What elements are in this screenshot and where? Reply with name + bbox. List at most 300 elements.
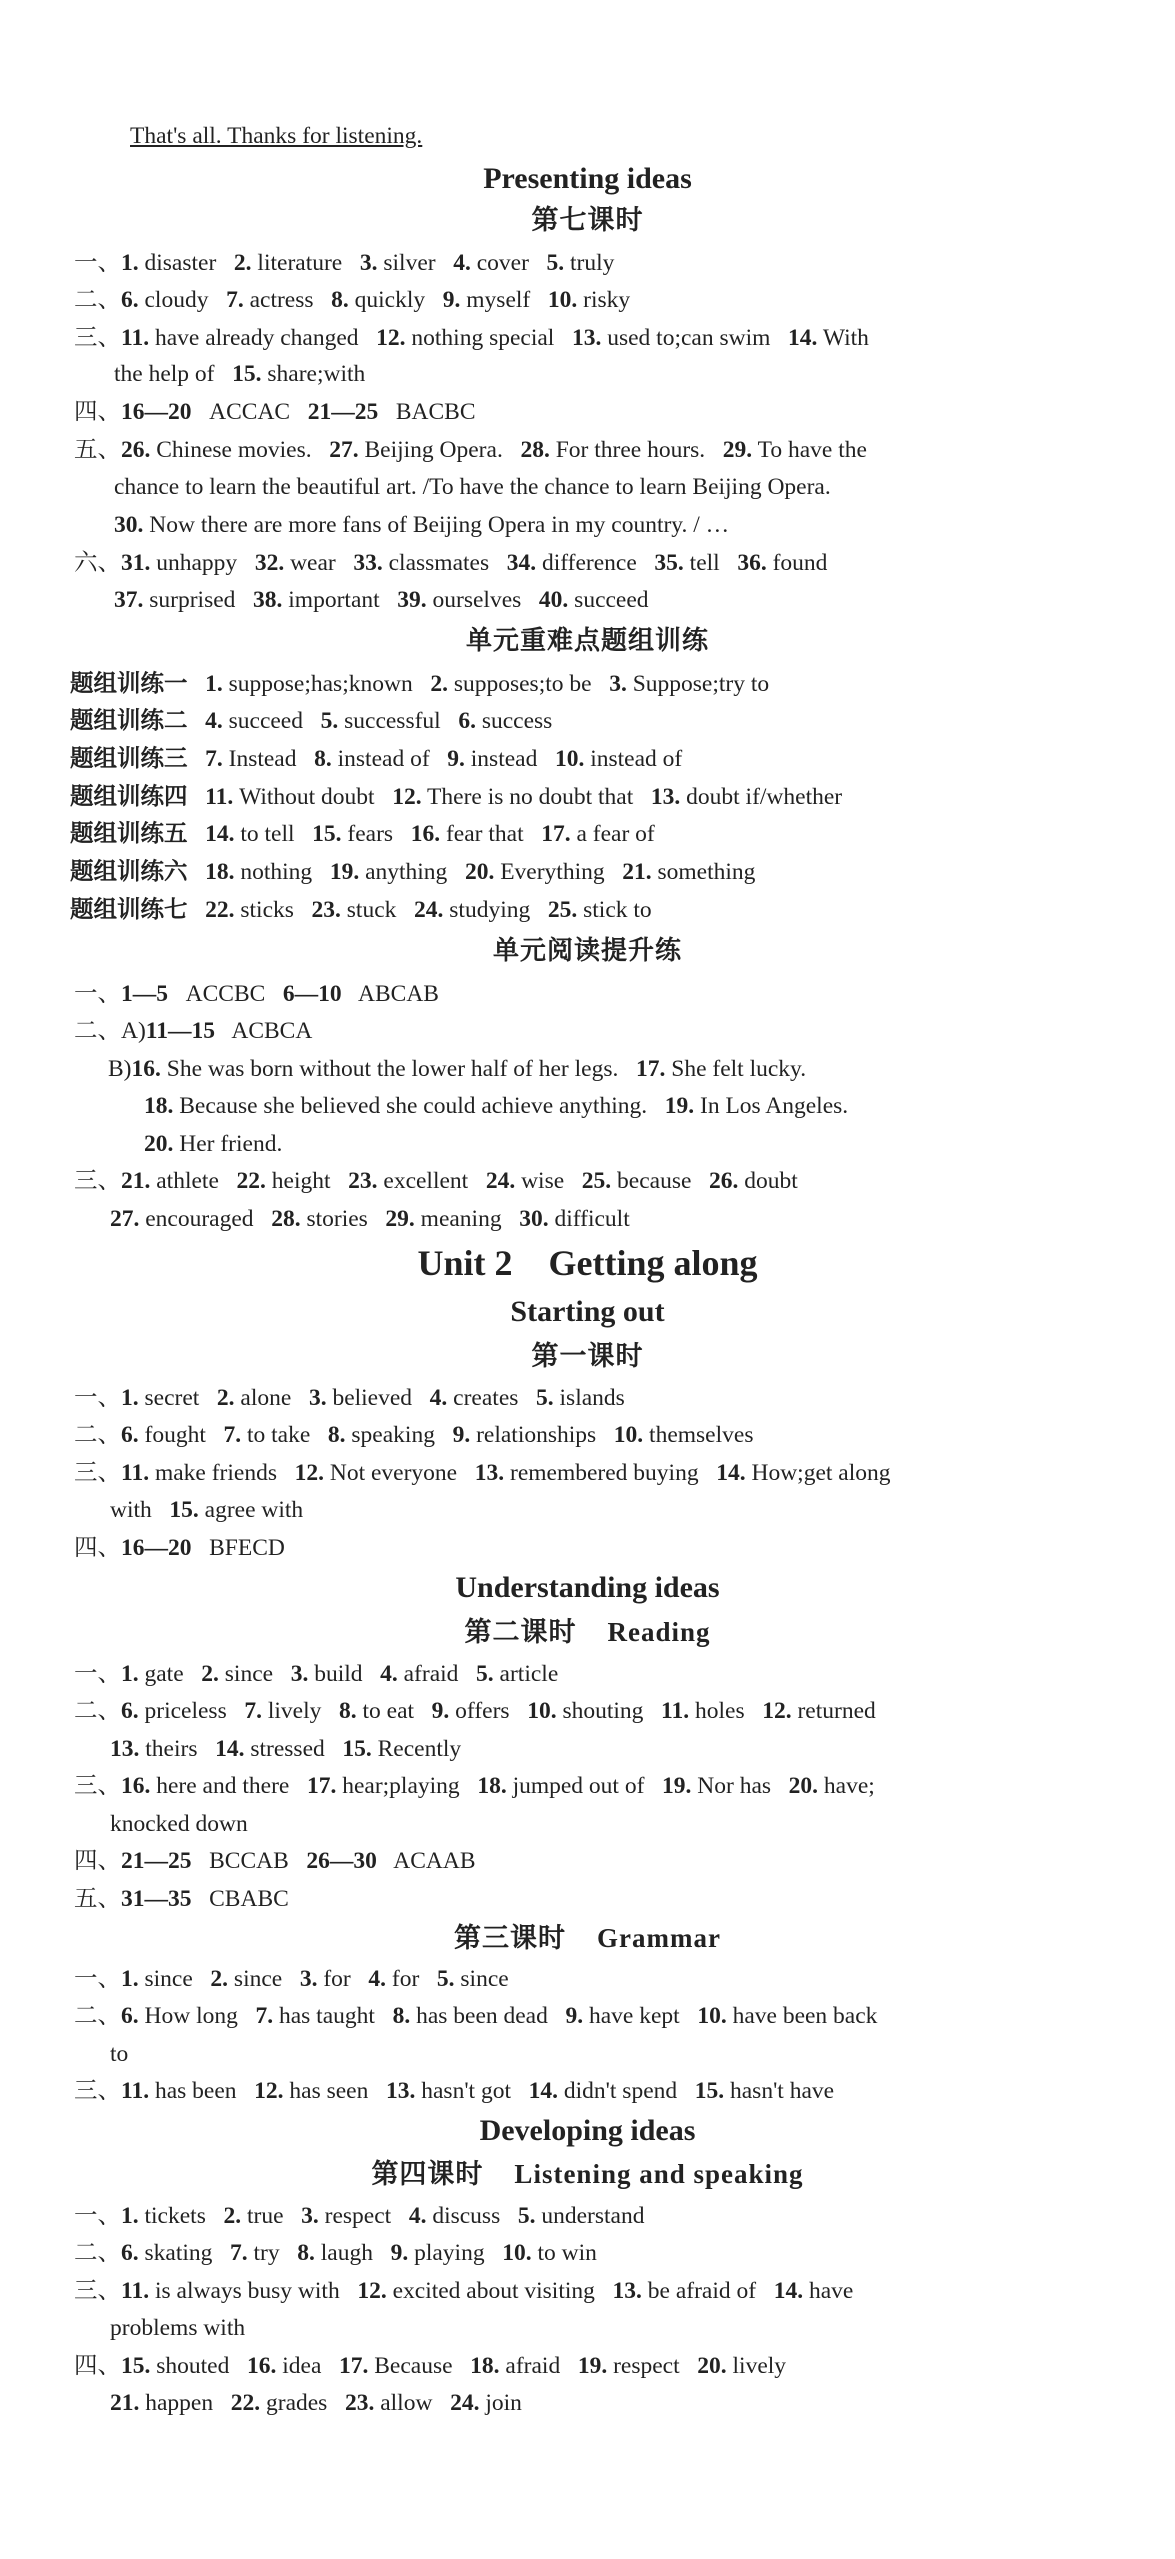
question-number: 题组训练六 (70, 859, 188, 885)
answer-line (74, 1881, 289, 1917)
answer-text: since (454, 1966, 509, 1992)
answer-text: to tell (234, 821, 313, 847)
answer-text: didn't spend (558, 2078, 695, 2104)
question-number: 19. (577, 2353, 608, 2379)
answer-text: returned (791, 1698, 876, 1724)
question-number: 27. (110, 1206, 140, 1232)
answer-text (188, 746, 206, 772)
question-number: 11. (121, 325, 150, 351)
answer-text: offers (449, 1698, 528, 1724)
answer-line (144, 1088, 848, 1124)
question-number: 18. (144, 1093, 174, 1119)
question-number: 32. (254, 550, 285, 576)
answer-line (114, 507, 729, 543)
answer-line (74, 245, 614, 281)
answer-text: since (228, 1966, 300, 1992)
answer-text: to take (241, 1422, 328, 1448)
answer-line (70, 703, 552, 739)
answer-line (110, 2036, 128, 2072)
question-number: 23. (348, 1168, 378, 1194)
answer-text: 二、 (74, 1698, 121, 1724)
question-number: 1. (121, 250, 139, 276)
question-number: 13. (110, 1736, 140, 1762)
answer-text: a fear of (570, 821, 655, 847)
answer-text: Suppose;try to (626, 671, 770, 697)
answer-text: important (282, 587, 398, 613)
question-number: 10. (697, 2003, 727, 2029)
answer-text: She was born without the lower half of her legs. (160, 1056, 636, 1082)
question-number: 9. (442, 287, 461, 313)
question-number: 6. (121, 2003, 139, 2029)
answer-text: 三、 (74, 2278, 121, 2304)
question-number: 33. (353, 550, 383, 576)
answer-text: Because she believed she could achieve anything. (173, 1093, 665, 1119)
question-number: 34. (506, 550, 537, 576)
answer-text: successful (338, 708, 459, 734)
answer-line (74, 320, 869, 356)
answer-text: nothing special (405, 325, 572, 351)
question-number: 9. (565, 2003, 584, 2029)
answer-line (70, 666, 769, 702)
answer-text: risky (577, 287, 631, 313)
question-number: 8. (331, 287, 349, 313)
answer-text: join (479, 2390, 522, 2416)
question-number: 21. (110, 2390, 140, 2416)
question-number: 题组训练一 (70, 671, 188, 697)
answer-text: studying (443, 897, 548, 923)
question-number: 24. (414, 897, 444, 923)
answer-text: success (475, 708, 553, 734)
answer-text: lively (726, 2353, 787, 2379)
answer-text: afraid (397, 1661, 477, 1687)
question-number: 11. (121, 2078, 150, 2104)
question-number: 3. (359, 250, 378, 276)
answer-line (130, 118, 422, 154)
answer-text (188, 859, 206, 885)
answer-text: height (265, 1168, 349, 1194)
answer-text: 二、A) (74, 1018, 146, 1044)
question-number: 22. (230, 2390, 261, 2416)
question-number: 26. (709, 1168, 739, 1194)
question-number: 20. (464, 859, 495, 885)
question-number: 36. (737, 550, 767, 576)
question-number: 题组训练三 (70, 746, 188, 772)
question-number: 31—35 (121, 1886, 192, 1912)
question-number: 10. (554, 746, 585, 772)
answer-line (74, 1417, 753, 1453)
answer-text: something (651, 859, 756, 885)
question-number: 4. (453, 250, 471, 276)
answer-text: chance to learn the beautiful art. /To have the chance to learn Beijing Opera. (114, 474, 831, 500)
answer-line (74, 1768, 875, 1804)
answer-text: There is no doubt that (421, 784, 651, 810)
answer-line (74, 545, 827, 581)
question-number: 11. (205, 784, 234, 810)
answer-text: build (308, 1661, 381, 1687)
answer-text: Not everyone (324, 1460, 475, 1486)
answer-text: actress (243, 287, 332, 313)
question-number: 21—25 (307, 399, 379, 425)
answer-text: succeed (222, 708, 321, 734)
question-number: 4. (429, 1385, 448, 1411)
answer-text: have (803, 2278, 854, 2304)
answer-text: fear that (440, 821, 542, 847)
answer-text: respect (607, 2353, 698, 2379)
question-number: 19. (664, 1093, 695, 1119)
answer-text: creates (447, 1385, 537, 1411)
answer-text: Everything (494, 859, 623, 885)
question-number: 25. (581, 1168, 612, 1194)
question-number: 12. (392, 784, 422, 810)
answer-text: 四、 (74, 2353, 121, 2379)
answer-text: 六、 (74, 550, 121, 576)
answer-text: understand (535, 2203, 645, 2229)
question-number: 10. (613, 1422, 644, 1448)
answer-text: to eat (356, 1698, 432, 1724)
answer-text: 五、 (74, 437, 121, 463)
answer-text: 一、 (74, 1661, 121, 1687)
question-number: 20. (697, 2353, 727, 2379)
answer-text: silver (377, 250, 454, 276)
question-number: 8. (327, 1422, 346, 1448)
answer-text: 四、 (74, 1848, 121, 1874)
answer-text: stressed (244, 1736, 343, 1762)
answer-text: ABCAB (341, 981, 439, 1007)
question-number: 30. (519, 1206, 549, 1232)
answer-text: alone (234, 1385, 309, 1411)
question-number: 5. (546, 250, 565, 276)
question-number: 14. (215, 1736, 245, 1762)
answer-text: theirs (139, 1736, 216, 1762)
question-number: 3. (290, 1661, 309, 1687)
question-number: 18. (470, 2353, 500, 2379)
answer-text: to (110, 2041, 129, 2067)
answer-line (114, 356, 365, 392)
question-number: 14. (788, 325, 818, 351)
question-number: 7. (205, 746, 223, 772)
question-number: 19. (329, 859, 360, 885)
answer-text: tell (683, 550, 738, 576)
answer-text: hasn't got (415, 2078, 529, 2104)
answer-text: Because (368, 2353, 471, 2379)
question-number: 22. (205, 897, 235, 923)
answer-text: to win (531, 2240, 597, 2266)
question-number: 1. (121, 1661, 139, 1687)
answer-line (114, 469, 831, 505)
answer-text: 四、 (74, 399, 121, 425)
answer-line (74, 1843, 476, 1879)
answer-line (74, 2348, 786, 2384)
question-number: 7. (223, 1422, 242, 1448)
question-number: 2. (210, 1966, 229, 1992)
question-number: 12. (357, 2278, 387, 2304)
question-number: 2. (430, 671, 448, 697)
answer-text: problems with (110, 2315, 246, 2341)
answer-line (70, 741, 682, 777)
unit-title: Unit 2 Getting along (417, 1243, 758, 1283)
answer-text: instead of (331, 746, 448, 772)
answer-text: ACBCA (215, 1018, 313, 1044)
question-number: 21. (121, 1168, 151, 1194)
question-number: 15. (694, 2078, 725, 2104)
answer-text: because (611, 1168, 710, 1194)
answer-text: afraid (499, 2353, 578, 2379)
question-number: 4. (368, 1966, 386, 1992)
answer-line (74, 2073, 834, 2109)
question-number: 7. (244, 1698, 262, 1724)
question-number: 17. (339, 2353, 369, 2379)
answer-text: Her friend. (173, 1131, 283, 1157)
answer-text: islands (553, 1385, 625, 1411)
answer-text: suppose;has;known (222, 671, 431, 697)
question-number: 17. (541, 821, 571, 847)
answer-text: doubt if/whether (680, 784, 843, 810)
answer-line (70, 779, 842, 815)
question-number: 2. (223, 2203, 242, 2229)
question-number: 13. (650, 784, 681, 810)
answer-text: 三、 (74, 1460, 121, 1486)
question-number: 1. (121, 2203, 139, 2229)
question-number: 16. (246, 2353, 277, 2379)
answer-line (70, 816, 655, 852)
answer-text: have; (818, 1773, 875, 1799)
question-number: 11. (121, 1460, 150, 1486)
answer-text: difficult (548, 1206, 630, 1232)
question-number: 12. (376, 325, 406, 351)
answer-text: holes (689, 1698, 763, 1724)
answer-line (74, 2273, 853, 2309)
question-number: 3. (609, 671, 627, 697)
question-number: 24. (485, 1168, 516, 1194)
answer-text: have kept (583, 2003, 698, 2029)
answer-text: fought (138, 1422, 224, 1448)
answer-text: has seen (283, 2078, 386, 2104)
question-number: 14. (716, 1460, 746, 1486)
answer-text: surprised (143, 587, 254, 613)
answer-text: 三、 (74, 2078, 121, 2104)
question-number: 6. (121, 1698, 139, 1724)
question-number: 31. (121, 550, 151, 576)
question-number: 16—20 (121, 399, 192, 425)
lesson-heading: 第四课时 Listening and speaking (371, 2159, 804, 2189)
answer-text: share;with (261, 361, 366, 387)
answer-line (74, 1998, 877, 2034)
answer-text: themselves (643, 1422, 754, 1448)
answer-text: 一、 (74, 981, 121, 1007)
answer-text: here and there (150, 1773, 307, 1799)
question-number: 题组训练五 (70, 821, 188, 847)
section-heading: Presenting ideas (483, 162, 692, 195)
question-number: 10. (527, 1698, 557, 1724)
answer-text: 一、 (74, 1385, 121, 1411)
question-number: 14. (205, 821, 235, 847)
question-number: 12. (254, 2078, 284, 2104)
section-heading: Developing ideas (479, 2114, 696, 2147)
lesson-heading: 第七课时 (531, 205, 644, 235)
answer-line (74, 1013, 312, 1049)
question-number: 6—10 (282, 981, 342, 1007)
answer-line (74, 976, 439, 1012)
question-number: 21. (622, 859, 652, 885)
answer-text: knocked down (110, 1811, 248, 1837)
question-number: 9. (390, 2240, 409, 2266)
question-number: 8. (392, 2003, 411, 2029)
answer-line (74, 1530, 285, 1566)
answer-text: BCCAB (191, 1848, 307, 1874)
answer-line (114, 582, 649, 618)
question-number: 5. (476, 1661, 494, 1687)
section-heading: Understanding ideas (455, 1571, 720, 1604)
answer-text: Beijing Opera. (358, 437, 521, 463)
question-number: 3. (308, 1385, 327, 1411)
answer-text: nothing (234, 859, 330, 885)
answer-text: tickets (138, 2203, 224, 2229)
question-number: 15. (312, 821, 342, 847)
question-number: 38. (253, 587, 283, 613)
answer-text: make friends (149, 1460, 295, 1486)
question-number: 18. (477, 1773, 507, 1799)
question-number: 4. (380, 1661, 398, 1687)
answer-text: 一、 (74, 1966, 121, 1992)
question-number: 35. (654, 550, 684, 576)
answer-text: 三、 (74, 1168, 121, 1194)
answer-text: for (317, 1966, 369, 1992)
lesson-heading: 第一课时 (531, 1341, 644, 1371)
answer-line (110, 1806, 248, 1842)
answer-text: How long (138, 2003, 256, 2029)
question-number: 13. (474, 1460, 505, 1486)
answer-text: grades (260, 2390, 345, 2416)
answer-text: have been back (726, 2003, 878, 2029)
answer-text: truly (564, 250, 615, 276)
answer-line (74, 282, 630, 318)
answer-line (74, 1693, 876, 1729)
answer-text: 三、 (74, 325, 121, 351)
answer-line (144, 1126, 282, 1162)
answer-line (74, 1656, 558, 1692)
answer-text: literature (251, 250, 360, 276)
answer-text: myself (460, 287, 548, 313)
answer-text: hasn't have (724, 2078, 835, 2104)
question-number: 19. (662, 1773, 692, 1799)
question-number: 7. (230, 2240, 248, 2266)
question-number: 29. (722, 437, 753, 463)
answer-text (188, 784, 206, 810)
answer-line (110, 2385, 522, 2421)
question-number: 13. (386, 2078, 416, 2104)
answer-text: 五、 (74, 1886, 121, 1912)
question-number: 15. (169, 1497, 199, 1523)
answer-text: Recently (371, 1736, 462, 1762)
question-number: 1. (121, 1966, 139, 1992)
answer-text: For three hours. (549, 437, 723, 463)
answer-text (188, 897, 206, 923)
question-number: 5. (320, 708, 339, 734)
answer-text: athlete (150, 1168, 237, 1194)
answer-text: has taught (273, 2003, 393, 2029)
answer-text: used to;can swim (601, 325, 789, 351)
question-number: 27. (329, 437, 359, 463)
section-heading: Starting out (510, 1295, 665, 1328)
answer-text: B) (108, 1056, 132, 1082)
answer-line (74, 1163, 798, 1199)
answer-text: stories (300, 1206, 386, 1232)
answer-text: Now there are more fans of Beijing Opera in my country. / … (143, 512, 730, 538)
question-number: 16. (121, 1773, 151, 1799)
question-number: 6. (121, 287, 139, 313)
question-number: 16. (131, 1056, 161, 1082)
question-number: 15. (342, 1736, 372, 1762)
answer-text: fears (341, 821, 411, 847)
answer-text: secret (138, 1385, 217, 1411)
answer-text: classmates (382, 550, 507, 576)
answer-line (74, 394, 476, 430)
answer-text: instead of (584, 746, 683, 772)
question-number: 16—20 (121, 1535, 192, 1561)
answer-text: lively (261, 1698, 339, 1724)
answer-text: the help of (114, 361, 233, 387)
answer-text: is always busy with (149, 2278, 358, 2304)
answer-line (110, 1201, 630, 1237)
answer-text: encouraged (139, 1206, 272, 1232)
answer-text: cover (470, 250, 547, 276)
question-number: 17. (636, 1056, 666, 1082)
answer-text: 一、 (74, 2203, 121, 2229)
answer-text: playing (408, 2240, 503, 2266)
question-number: 15. (232, 361, 262, 387)
answer-line (110, 2310, 245, 2346)
question-number: 2. (201, 1661, 219, 1687)
question-number: 6. (121, 1422, 139, 1448)
question-number: 23. (344, 2390, 375, 2416)
answer-text: BACBC (378, 399, 476, 425)
answer-text: That's all. Thanks for listening. (130, 123, 423, 149)
question-number: 8. (339, 1698, 357, 1724)
answer-text: respect (318, 2203, 409, 2229)
answer-text: excellent (377, 1168, 486, 1194)
question-number: 4. (205, 708, 223, 734)
question-number: 22. (236, 1168, 266, 1194)
question-number: 6. (121, 2240, 139, 2266)
answer-text: 四、 (74, 1535, 121, 1561)
lesson-heading: 单元阅读提升练 (492, 936, 682, 965)
answer-text: excited about visiting (386, 2278, 613, 2304)
answer-text: ourselves (426, 587, 539, 613)
question-number: 20. (788, 1773, 819, 1799)
answer-text: stuck (340, 897, 415, 923)
answer-line (74, 1961, 509, 1997)
answer-text: ACCBC (168, 981, 283, 1007)
question-number: 10. (547, 287, 578, 313)
answer-text: article (493, 1661, 559, 1687)
question-number: 6. (458, 708, 476, 734)
answer-line (74, 2198, 644, 2234)
question-number: 21—25 (121, 1848, 192, 1874)
answer-text: ACCAC (191, 399, 308, 425)
answer-text (188, 708, 206, 734)
answer-text: 二、 (74, 2003, 121, 2029)
answer-line (70, 854, 755, 890)
question-number: 5. (517, 2203, 536, 2229)
question-number: 11. (661, 1698, 690, 1724)
answer-line (74, 1455, 890, 1491)
question-number: 3. (299, 1966, 318, 1992)
answer-text: skating (138, 2240, 231, 2266)
answer-text: In Los Angeles. (694, 1093, 849, 1119)
answer-text: laugh (314, 2240, 391, 2266)
question-number: 26. (121, 437, 151, 463)
question-number: 11—15 (145, 1018, 216, 1044)
